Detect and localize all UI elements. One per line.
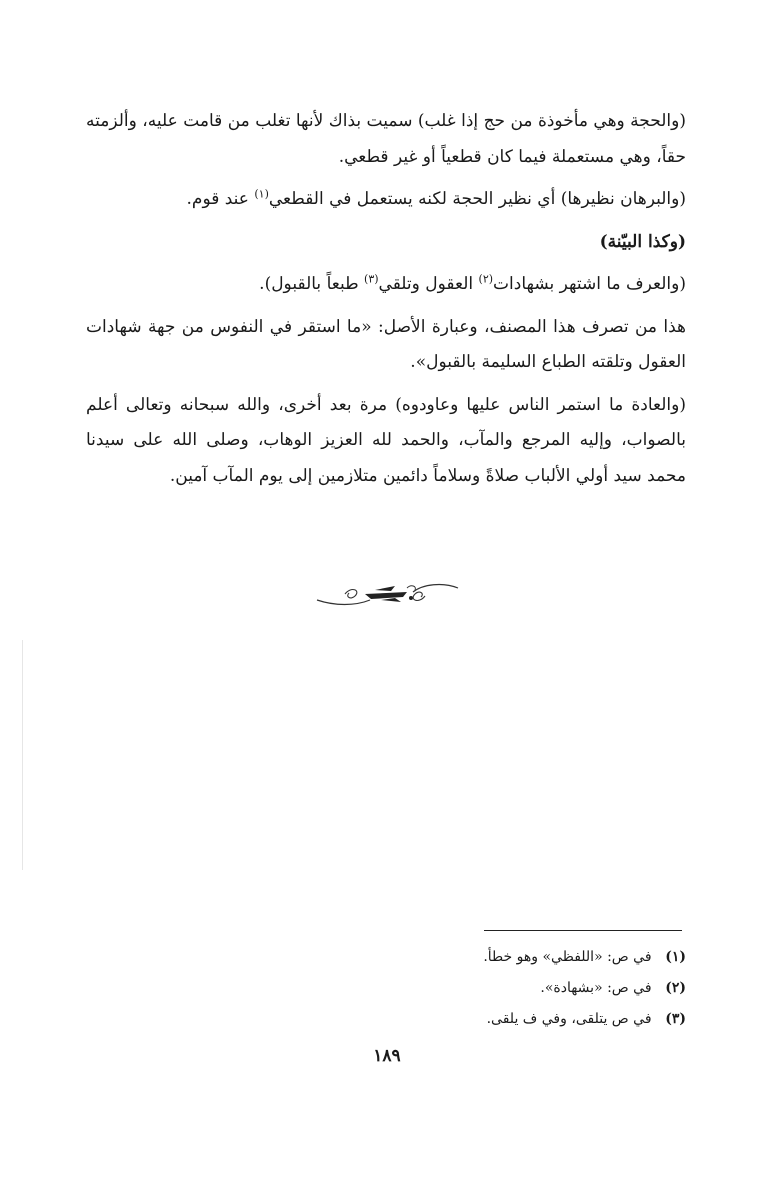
footnotes [300,942,686,1035]
paragraph-urf [86,267,686,303]
footnote-ref-3[interactable]: (٣) [364,272,379,286]
footnote-ref-1[interactable]: (١) [254,187,269,201]
footnote-3 [300,1004,686,1035]
footnote-text: في ص: «اللفظي» وهو خطأ. [483,949,652,965]
footnote-number: (٢) [665,980,686,996]
paragraph-burhan-text: (والبرهان نظيرها) أي نظير الحجة لكنه يستعمل في القطعي [268,189,686,209]
page-number: ١٨٩ [373,1046,401,1066]
paragraph-aada: (والعادة ما استمر الناس عليها وعاودوه) مرة بعد أخرى، والله سبحانه وتعالى أعلم بالصواب، وإليه المرجع والمآب، والحمد لله العزيز الوهاب، وصلى الله على سيدنا محمد سيد أولي الألباب صلاةً وسلاماً دائمين متلازمين إلى يوم المآب آمين. [86,394,686,486]
footnote-number: (٣) [665,1011,686,1027]
paragraph-urf-text: (والعرف ما اشتهر بشهادات [493,274,686,294]
footnote-1 [300,942,686,973]
decorative-flourish-divider-icon [315,580,460,608]
paragraph-burhan [86,182,686,218]
main-text [86,104,686,501]
paragraph-bayyina: (وكذا البيّنة) [599,231,686,252]
paragraph-hujja: (والحجة وهي مأخوذة من حج إذا غلب) سميت بذاك لأنها تغلب من قامت عليه، وألزمته حقاً، وهي مستعملة فيما كان قطعياً أو غير قطعي. [86,111,686,167]
footnote-separator [484,930,682,931]
footnote-number: (١) [665,949,686,965]
footnote-text: في ص: «بشهادة». [540,980,652,996]
footnote-2 [300,973,686,1004]
footnote-ref-2[interactable]: (٢) [478,272,494,286]
paragraph-urf-tail: طبعاً بالقبول). [259,274,365,294]
paragraph-burhan-tail: عند قوم. [186,189,255,209]
scan-edge-line [22,640,23,870]
paragraph-urf-mid: العقول وتلقي [378,274,479,294]
footnote-text: في ص يتلقى، وفي ف يلقى. [486,1011,652,1027]
paragraph-commentary: هذا من تصرف هذا المصنف، وعبارة الأصل: «ما استقر في النفوس من جهة شهادات العقول وتلقته الطباع السليمة بالقبول». [86,316,686,372]
